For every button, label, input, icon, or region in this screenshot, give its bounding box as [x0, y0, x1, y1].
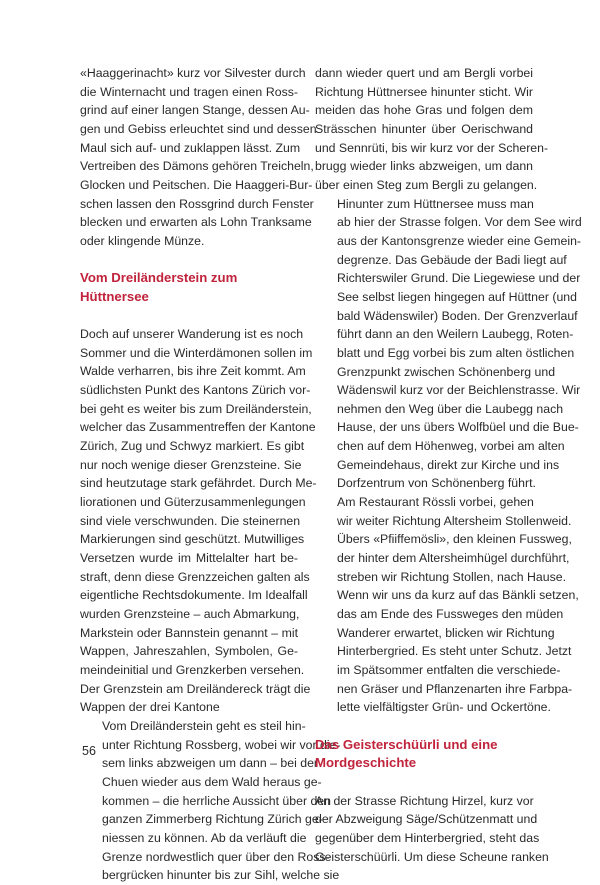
text-line: blatt und Egg vorbei bis zum alten östlichen — [337, 345, 575, 360]
text-line: kommen – die herrliche Aussicht über den — [102, 793, 331, 808]
text-line: lette vielfältigster Grün- und Ockertöne. — [337, 700, 551, 715]
text-line: sem links abzweigen um dann – bei der — [102, 756, 319, 771]
text-line: Übers «Pfiiffemösli», den kleinen Fussweg, — [337, 532, 572, 547]
text-line: Strässchen hinunter über Oerischwand — [315, 121, 533, 136]
paragraph — [315, 493, 579, 717]
text-line: niessen zu können. Ab da verläuft die — [102, 830, 307, 845]
text-line: wurden Grenzsteine – auch Abmarkung, — [80, 607, 300, 621]
paragraph — [315, 195, 582, 494]
text-line: ab hier der Strasse folgen. Vor dem See wird — [337, 215, 582, 230]
text-line: dann wieder quert und am Bergli vorbei — [315, 66, 533, 80]
text-line: Geisterschüürli. Um diese Scheune ranken — [315, 849, 549, 864]
text-line: Wappen der drei Kantone — [80, 700, 220, 715]
text-line: gen und Gebiss erleuchtet sind und dessen — [80, 121, 317, 136]
text-line: Richtung Hüttnersee hinunter sticht. Wir — [315, 84, 533, 99]
text-line: Der Grenzstein am Dreiländereck trägt die — [80, 681, 311, 696]
text-line: Dorfzentrum von Schönenberg führt. — [337, 476, 536, 491]
text-line: Markierungen sind geschützt. Mutwilliges — [80, 532, 305, 547]
section-heading — [315, 736, 533, 773]
text-line: Grenze nordwestlich quer über den Ross- — [102, 849, 330, 864]
text-line: der hinter dem Altersheimhügel durchführt, — [337, 551, 570, 566]
text-line: die Winternacht und tragen einen Ross- — [80, 84, 298, 99]
text-line: Hause, der uns übers Wolfbüel und die Bue- — [337, 420, 579, 435]
text-line: Vom Dreiländerstein geht es steil hin- — [102, 718, 306, 733]
text-line: im Spätsommer entfalten die verschiede- — [337, 663, 561, 677]
text-line: schen lassen den Rossgrind durch Fenster — [80, 196, 314, 211]
text-line: degrenze. Das Gebäude der Badi liegt auf — [337, 252, 567, 267]
text-line: meindeinitial und Grenzkerben versehen. — [80, 662, 305, 677]
text-line: Chuen wieder aus dem Wald heraus ge- — [102, 774, 322, 789]
text-line: nur noch wenige dieser Grenzsteine. Sie — [80, 457, 302, 472]
heading-line: Das Geisterschüürli und eine — [315, 736, 498, 752]
text-line: An der Strasse Richtung Hirzel, kurz vor — [315, 793, 534, 808]
text-line: über einen Steg zum Bergli zu gelangen. — [315, 177, 538, 192]
text-line: See selbst liegen hingegen auf Hüttner (und — [337, 289, 577, 304]
paragraph — [80, 64, 317, 251]
text-line: Gemeindehaus, direkt zur Kirche und ins — [337, 457, 560, 472]
text-line: Wappen, Jahreszahlen, Symbolen, Ge- — [80, 644, 298, 659]
text-line: der Abzweigung Säge/Schützenmatt und — [315, 812, 538, 827]
text-line: chen auf dem Höhenweg, vorbei am alten — [337, 439, 565, 454]
text-line: bergrücken hinunter bis zur Sihl, welche sie — [102, 868, 340, 883]
text-line: oder klingende Münze. — [80, 233, 205, 248]
paragraph — [315, 64, 549, 195]
text-line: und Sennrüti, bis wir kurz vor der Scheren- — [315, 140, 549, 155]
spacer — [315, 717, 533, 736]
text-line: Doch auf unserer Wanderung ist es noch — [80, 327, 304, 342]
left-column — [80, 64, 341, 885]
text-line: aus der Kantonsgrenze wieder eine Gemein- — [337, 233, 582, 248]
text-line: führt dann an den Weilern Laubegg, Roten- — [337, 327, 574, 342]
text-line: welcher das Zusammentreffen der Kantone — [80, 420, 316, 435]
text-line: Hinterbergried. Es steht unter Schutz. Jetzt — [337, 644, 572, 659]
page-number: 56 — [82, 744, 96, 758]
text-line: Am Restaurant Rössli vorbei, gehen — [337, 495, 534, 510]
text-line: Zürich, Zug und Schwyz markiert. Es gibt — [80, 439, 305, 454]
text-line: Versetzen wurde im Mittelalter hart be- — [80, 551, 298, 566]
text-line: nen Gräser und Pflanzenarten ihre Farbpa- — [337, 681, 573, 696]
text-line: bald Wädenswiler) Boden. Der Grenzverlauf — [337, 308, 578, 323]
paragraph — [80, 717, 341, 885]
heading-line: Mordgeschichte — [315, 755, 417, 771]
text-line: das am Ende des Fussweges den müden — [337, 607, 564, 622]
text-line: sind viele verschwunden. Die steinernen — [80, 513, 301, 528]
text-line: Markstein oder Bannstein genannt – mit — [80, 625, 298, 640]
spacer — [315, 773, 533, 792]
text-line: Wädenswil kurz vor der Beichlenstrasse. Wir — [337, 383, 581, 398]
text-line: brugg wieder links abzweigen, um dann — [315, 159, 533, 174]
spacer — [80, 251, 298, 270]
text-line: unter Richtung Rossberg, wobei wir vor die- — [102, 737, 341, 752]
text-line: gegenüber dem Hinterbergried, steht das — [315, 830, 540, 845]
text-line: nehmen den Weg über die Laubegg nach — [337, 401, 564, 416]
text-line: Richterswiler Grund. Die Liegewiese und der — [337, 271, 581, 286]
text-line: ganzen Zimmerberg Richtung Zürich ge- — [102, 812, 323, 827]
spacer — [80, 307, 298, 326]
text-line: eigentliche Rechtsdokumente. Im Idealfall — [80, 588, 308, 603]
text-line: sind heutzutage stark gefährdet. Durch Me- — [80, 476, 317, 491]
paragraph — [80, 325, 317, 717]
text-line: Glocken und Peitschen. Die Haaggeri-Bur- — [80, 177, 313, 192]
text-line: blecken und erwarten als Lohn Tranksame — [80, 215, 312, 230]
text-line: Wanderer erwartet, blicken wir Richtung — [337, 625, 555, 640]
text-line: liorationen und Güterzusammenlegungen — [80, 495, 306, 510]
text-line: Maul sich auf- und zuklappen lässt. Zum — [80, 140, 301, 155]
text-line: Vertreiben des Dämons gehören Treicheln, — [80, 159, 314, 174]
text-line: Wenn wir uns da kurz auf das Bänkli setzen, — [337, 588, 579, 603]
text-line: bei geht es weiter bis zum Dreiländerstein, — [80, 401, 312, 416]
text-line: wir weiter Richtung Altersheim Stollenweid. — [337, 513, 572, 528]
text-line: «Haaggerinacht» kurz vor Silvester durch — [80, 66, 306, 80]
section-heading: Vom Dreiländerstein zum Hüttnersee — [80, 270, 238, 304]
paragraph — [315, 792, 549, 867]
right-column — [315, 64, 582, 866]
text-line: grind auf einer langen Stange, dessen Au- — [80, 103, 310, 118]
text-line: Grenzpunkt zwischen Schönenberg und — [337, 364, 556, 379]
text-line: Sommer und die Winterdämonen sollen im — [80, 345, 313, 360]
text-line: Hinunter zum Hüttnersee muss man — [337, 196, 534, 211]
text-line: Walde verharren, bis ihre Zeit kommt. Am — [80, 364, 306, 379]
text-line: meiden das hohe Gras und folgen dem — [315, 103, 533, 118]
text-line: streben wir Richtung Stollen, nach Hause. — [337, 569, 566, 584]
text-line: südlichsten Punkt des Kantons Zürich vor- — [80, 383, 311, 398]
text-line: straft, denn diese Grenzzeichen galten als — [80, 569, 310, 584]
